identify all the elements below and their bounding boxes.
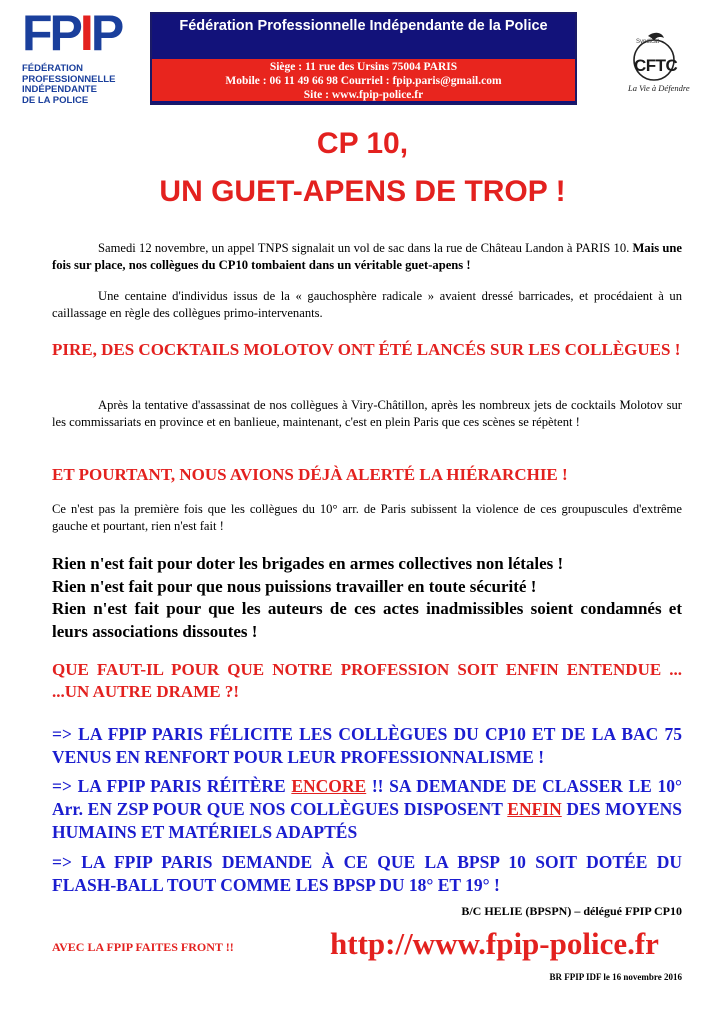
document-reference: BR FPIP IDF le 16 novembre 2016 bbox=[549, 972, 682, 982]
paragraph-barricades: Une centaine d'individus issus de la « gauchosphère radicale » avaient dressé barricades, et procédaient à un caillassage en règle des collègues primo-intervenants. bbox=[52, 289, 682, 320]
contact-line: Mobile : 06 11 49 66 98 Courriel : fpip.paris@gmail.com bbox=[225, 75, 502, 87]
rien-block bbox=[52, 553, 682, 643]
federation-header-box bbox=[150, 12, 577, 105]
siege-address: Siège : 11 rue des Ursins 75004 PARIS bbox=[269, 61, 458, 73]
fpip-logo-mark: FPIP bbox=[22, 5, 122, 61]
statement-flashball: => LA FPIP PARIS DEMANDE À CE QUE LA BPSP 10 SOIT DOTÉE DU FLASH-BALL TOUT COMME LES BPSP DU 18° ET 19° ! bbox=[52, 852, 682, 895]
fpip-logo-text: FÉDÉRATION PROFESSIONNELLE INDÉPENDANTE DE LA POLICE bbox=[22, 63, 116, 106]
statement-zsp: => LA FPIP PARIS RÉITÈRE ENCORE !! SA DEMANDE DE CLASSER LE 10° Arr. EN ZSP POUR QUE NOS COLLÈGUES DISPOSENT ENFIN DES MOYENS HUMAINS ET MATÉRIELS ADAPTÉS bbox=[52, 776, 682, 842]
site-line: Site : www.fpip-police.fr bbox=[303, 89, 424, 101]
encore-emphasis: ENCORE bbox=[291, 776, 367, 796]
rien-line-2: Rien n'est fait pour que nous puissions travailler en toute sécurité ! bbox=[52, 576, 537, 596]
fpip-logo bbox=[22, 5, 134, 106]
question-drame: QUE FAUT-IL POUR QUE NOTRE PROFESSION SOIT ENFIN ENTENDUE ... ...UN AUTRE DRAME ?! bbox=[52, 660, 682, 701]
paragraph-intro-bold: Mais une fois sur place, nos collègues du CP10 tombaient dans un véritable guet-apens ! bbox=[52, 241, 682, 272]
page-title-line1: CP 10, bbox=[316, 127, 409, 160]
signature: B/C HELIE (BPSPN) – délégué FPIP CP10 bbox=[461, 904, 682, 918]
statement-felicite: => LA FPIP PARIS FÉLICITE LES COLLÈGUES DU CP10 ET DE LA BAC 75 VENUS EN RENFORT POUR LEUR PROFESSIONNALISME ! bbox=[52, 724, 682, 767]
page-title-line2: UN GUET-APENS DE TROP ! bbox=[159, 175, 566, 208]
website-link[interactable]: http://www.fpip-police.fr bbox=[330, 926, 659, 961]
cftc-syndicat: Syndicat bbox=[636, 39, 660, 45]
rien-line-1: Rien n'est fait pour doter les brigades en armes collectives non létales ! bbox=[52, 554, 564, 573]
cftc-logo bbox=[618, 30, 694, 100]
heading-hierarchie: ET POURTANT, NOUS AVIONS DÉJÀ ALERTÉ LA HIÉRARCHIE ! bbox=[52, 465, 568, 484]
heading-molotov: PIRE, DES COCKTAILS MOLOTOV ONT ÉTÉ LANCÉS SUR LES COLLÈGUES ! bbox=[52, 340, 681, 359]
federation-name: Fédération Professionnelle Indépendante de la Police bbox=[179, 18, 548, 34]
cftc-name: CFTC bbox=[634, 56, 678, 75]
rien-line-3: Rien n'est fait pour que les auteurs de ces actes inadmissibles soient condamnés et leurs associations dissoutes ! bbox=[52, 599, 682, 641]
enfin-emphasis: ENFIN bbox=[507, 799, 562, 819]
paragraph-viry: Après la tentative d'assassinat de nos collègues à Viry-Châtillon, après les nombreux jets de cocktails Molotov sur les commissariats en province et en banlieue, maintenant, c'est en plein Paris que ces scènes se répètent ! bbox=[52, 398, 682, 429]
footer-slogan: AVEC LA FPIP FAITES FRONT !! bbox=[52, 940, 234, 954]
paragraph-intro: Samedi 12 novembre, un appel TNPS signalait un vol de sac dans la rue de Château Landon à PARIS 10. Mais une fois sur place, nos collègues du CP10 tombaient dans un véritable guet-apens ! bbox=[52, 241, 682, 272]
cftc-slogan: La Vie à Défendre bbox=[628, 83, 690, 93]
paragraph-10e-arr: Ce n'est pas la première fois que les collègues du 10° arr. de Paris subissent la violence de ces groupuscules d'extrême gauche et pourtant, rien n'est fait ! bbox=[52, 502, 682, 533]
federation-contact-block bbox=[152, 59, 575, 101]
